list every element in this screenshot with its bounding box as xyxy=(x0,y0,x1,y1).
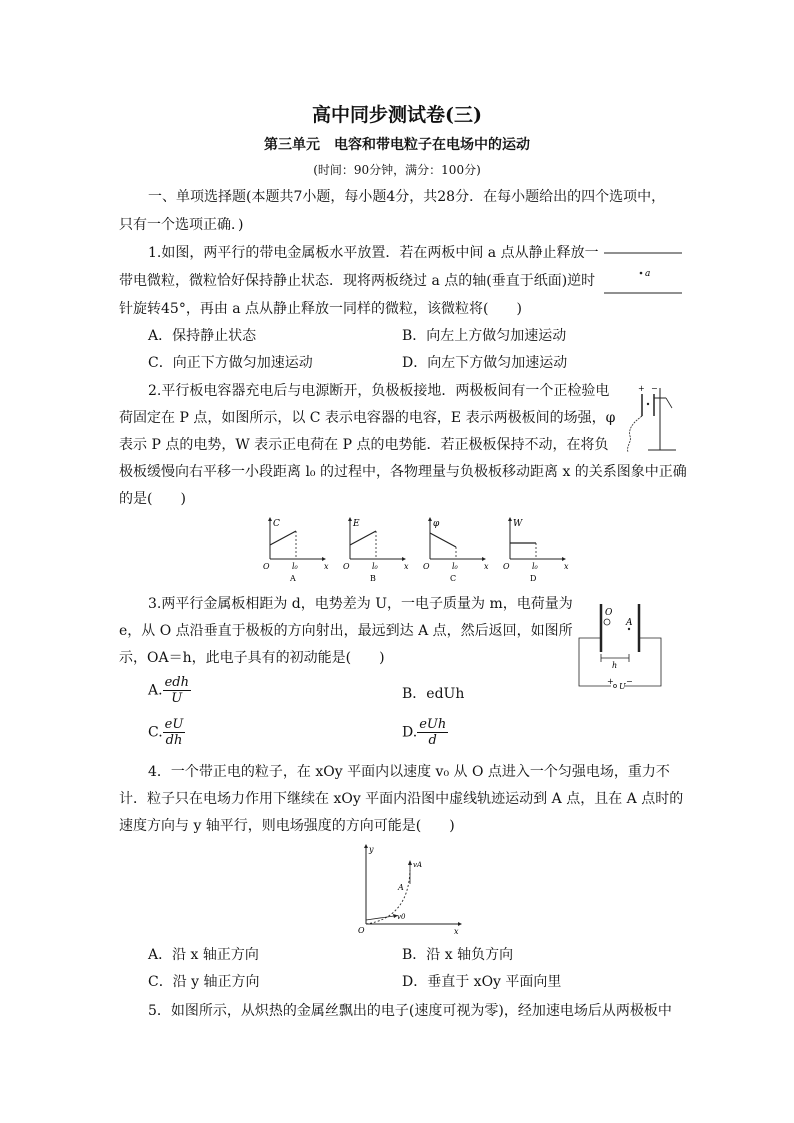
q2-line3: 表示 P 点的电势，W 表示正电荷在 P 点的电势能．若正极板保持不动，在将负 xyxy=(119,437,609,453)
q2-graph-b xyxy=(343,517,409,583)
q1-option-c: C．向正下方做匀加速运动 xyxy=(148,355,313,371)
q3-label-u: U xyxy=(619,682,626,691)
q4-line2: 计．粒子只在电场力作用下继续在 xOy 平面内沿图中虚线轨迹运动到 A 点，且在 A 点时的 xyxy=(119,791,684,807)
time-info: (时间：90分钟，满分：100分) xyxy=(313,163,481,177)
q2-graph-b-xlabel: x xyxy=(404,562,409,571)
q2-graph-b-l0: l₀ xyxy=(372,562,378,571)
q2-graph-c-xlabel: x xyxy=(484,562,489,571)
q5-line1: 5．如图所示，从炽热的金属丝飘出的电子(速度可视为零)，经加速电场后从两极板中 xyxy=(148,1003,672,1019)
section-heading-line1: 一、单项选择题(本题共7小题，每小题4分，共28分．在每小题给出的四个选项中， xyxy=(148,189,666,205)
q2-line1: 2.平行板电容器充电后与电源断开，负极板接地．两极板间有一个正检验电 xyxy=(148,383,610,399)
q4-option-c: C．沿 y 轴正方向 xyxy=(148,974,260,990)
page-title: 高中同步测试卷(三) xyxy=(312,104,482,126)
q4-option-d: D．垂直于 xOy 平面向里 xyxy=(402,974,562,990)
q2-graph-a-line xyxy=(270,531,296,545)
q3-option-d: D. $\frac{\text{eUh}}{d}$ xyxy=(402,717,447,748)
q2-point-p xyxy=(647,403,649,405)
q3-option-a-fraction: $\frac{\text{edh}}{U}$ xyxy=(164,675,189,706)
q4-label-x: x xyxy=(454,927,459,936)
q1-line1: 1.如图，两平行的带电金属板水平放置．若在两板中间 a 点从静止释放一 xyxy=(148,245,599,261)
svg-text:+: + xyxy=(638,384,645,393)
q2-graph-c-origin: O xyxy=(423,562,430,571)
q2-graph-a-l0: l₀ xyxy=(292,562,298,571)
q2-line4: 极板缓慢向右平移一小段距离 l₀ 的过程中，各物理量与负极板移动距离 x 的关系图象中正确 xyxy=(119,464,687,480)
q2-graph-b-origin: O xyxy=(343,562,350,571)
q2-line2: 荷固定在 P 点，如图所示，以 C 表示电容器的电容，E 表示两极板间的场强，φ xyxy=(119,410,616,426)
q4-label-o: O xyxy=(358,926,365,935)
section-heading-line2: 只有一个选项正确．) xyxy=(119,217,244,233)
q2-graph-d xyxy=(503,517,569,583)
q4-line3: 速度方向与 y 轴平行，则电场强度的方向可能是( ) xyxy=(119,818,455,834)
q4-label-va: vA xyxy=(413,861,423,869)
q2-graph-a xyxy=(263,517,329,583)
q1-line3: 针旋转45°，再由 a 点从静止释放一同样的微粒，该微粒将( ) xyxy=(119,301,522,317)
q3-option-b: B．edUh xyxy=(402,686,465,702)
q1-point-a xyxy=(640,272,643,275)
q4-option-a: A．沿 x 轴正方向 xyxy=(148,947,259,963)
q1-line2: 带电微粒，微粒恰好保持静止状态．现将两板绕过 a 点的轴(垂直于纸面)逆时 xyxy=(119,273,596,289)
q2-line5: 的是( ) xyxy=(119,491,186,507)
q2-graph-c-l0: l₀ xyxy=(452,562,458,571)
svg-text:−: − xyxy=(626,677,633,686)
q2-graph-c xyxy=(423,517,489,583)
unit-subtitle: 第三单元 电容和带电粒子在电场中的运动 xyxy=(264,137,530,153)
q2-graph-d-origin: O xyxy=(503,562,510,571)
q4-trajectory-figure xyxy=(354,842,464,934)
svg-text:+: + xyxy=(607,677,614,686)
q2-graph-b-caption: B xyxy=(370,574,376,583)
q3-electron xyxy=(604,619,610,625)
q2-graph-d-l0: l₀ xyxy=(532,562,538,571)
q2-graph-c-line xyxy=(430,533,456,547)
q4-label-v0: v0 xyxy=(397,913,406,921)
q4-label-y: y xyxy=(369,845,374,854)
q2-graph-d-ylabel: W xyxy=(513,519,523,529)
q2-capacitor-apparatus xyxy=(620,382,680,454)
q3-circuit-figure xyxy=(575,598,667,692)
q1-option-b: B．向左上方做匀加速运动 xyxy=(402,328,567,344)
q1-plates-figure xyxy=(598,248,688,298)
q2-graph-b-line xyxy=(350,531,376,545)
q4-v0-arrow xyxy=(366,916,394,920)
q3-label-o: O xyxy=(605,608,613,618)
q2-graph-a-xlabel: x xyxy=(324,562,329,571)
q2-graph-c-caption: C xyxy=(450,574,457,583)
q3-point-a xyxy=(628,628,630,630)
q2-graph-a-ylabel: C xyxy=(273,519,280,529)
q2-graph-d-xlabel: x xyxy=(564,562,569,571)
q2-graph-d-caption: D xyxy=(530,574,537,583)
q1-option-d: D．向左下方做匀加速运动 xyxy=(402,355,568,371)
q3-line2: e，从 O 点沿垂直于极板的方向射出，最远到达 A 点，然后返回，如图所 xyxy=(119,623,573,639)
q3-option-c-fraction: $\frac{eU}{dh}$ xyxy=(164,717,184,748)
q3-label-a: A xyxy=(626,618,633,628)
q4-line1: 4．一个带正电的粒子，在 xOy 平面内以速度 v₀ 从 O 点进入一个匀强电场，重力不 xyxy=(148,764,670,780)
q2-graph-c-ylabel: φ xyxy=(433,519,440,529)
q3-line1: 3.两平行金属板相距为 d，电势差为 U，一电子质量为 m，电荷量为 xyxy=(148,596,573,612)
q2-graph-b-ylabel: E xyxy=(353,519,360,529)
svg-text:−: − xyxy=(651,384,658,393)
q2-ground-wire xyxy=(628,416,642,452)
q3-option-a: A. $\frac{\text{edh}}{U}$ xyxy=(148,675,189,706)
q1-point-a-label: a xyxy=(645,269,651,279)
q3-line3: 示，OA＝h，此电子具有的初动能是( ) xyxy=(119,650,385,666)
q3-option-c: C. $\frac{eU}{dh}$ xyxy=(148,717,184,748)
q4-option-b: B．沿 x 轴负方向 xyxy=(402,947,514,963)
q4-label-a: A xyxy=(398,883,404,892)
q2-graphs xyxy=(260,515,569,587)
q2-graph-a-caption: A xyxy=(290,574,296,583)
q3-option-d-fraction: $\frac{\text{eUh}}{d}$ xyxy=(419,717,447,748)
q1-option-a: A．保持静止状态 xyxy=(148,328,257,344)
q3-label-h: h xyxy=(612,661,618,670)
q2-graph-a-origin: O xyxy=(263,562,270,571)
